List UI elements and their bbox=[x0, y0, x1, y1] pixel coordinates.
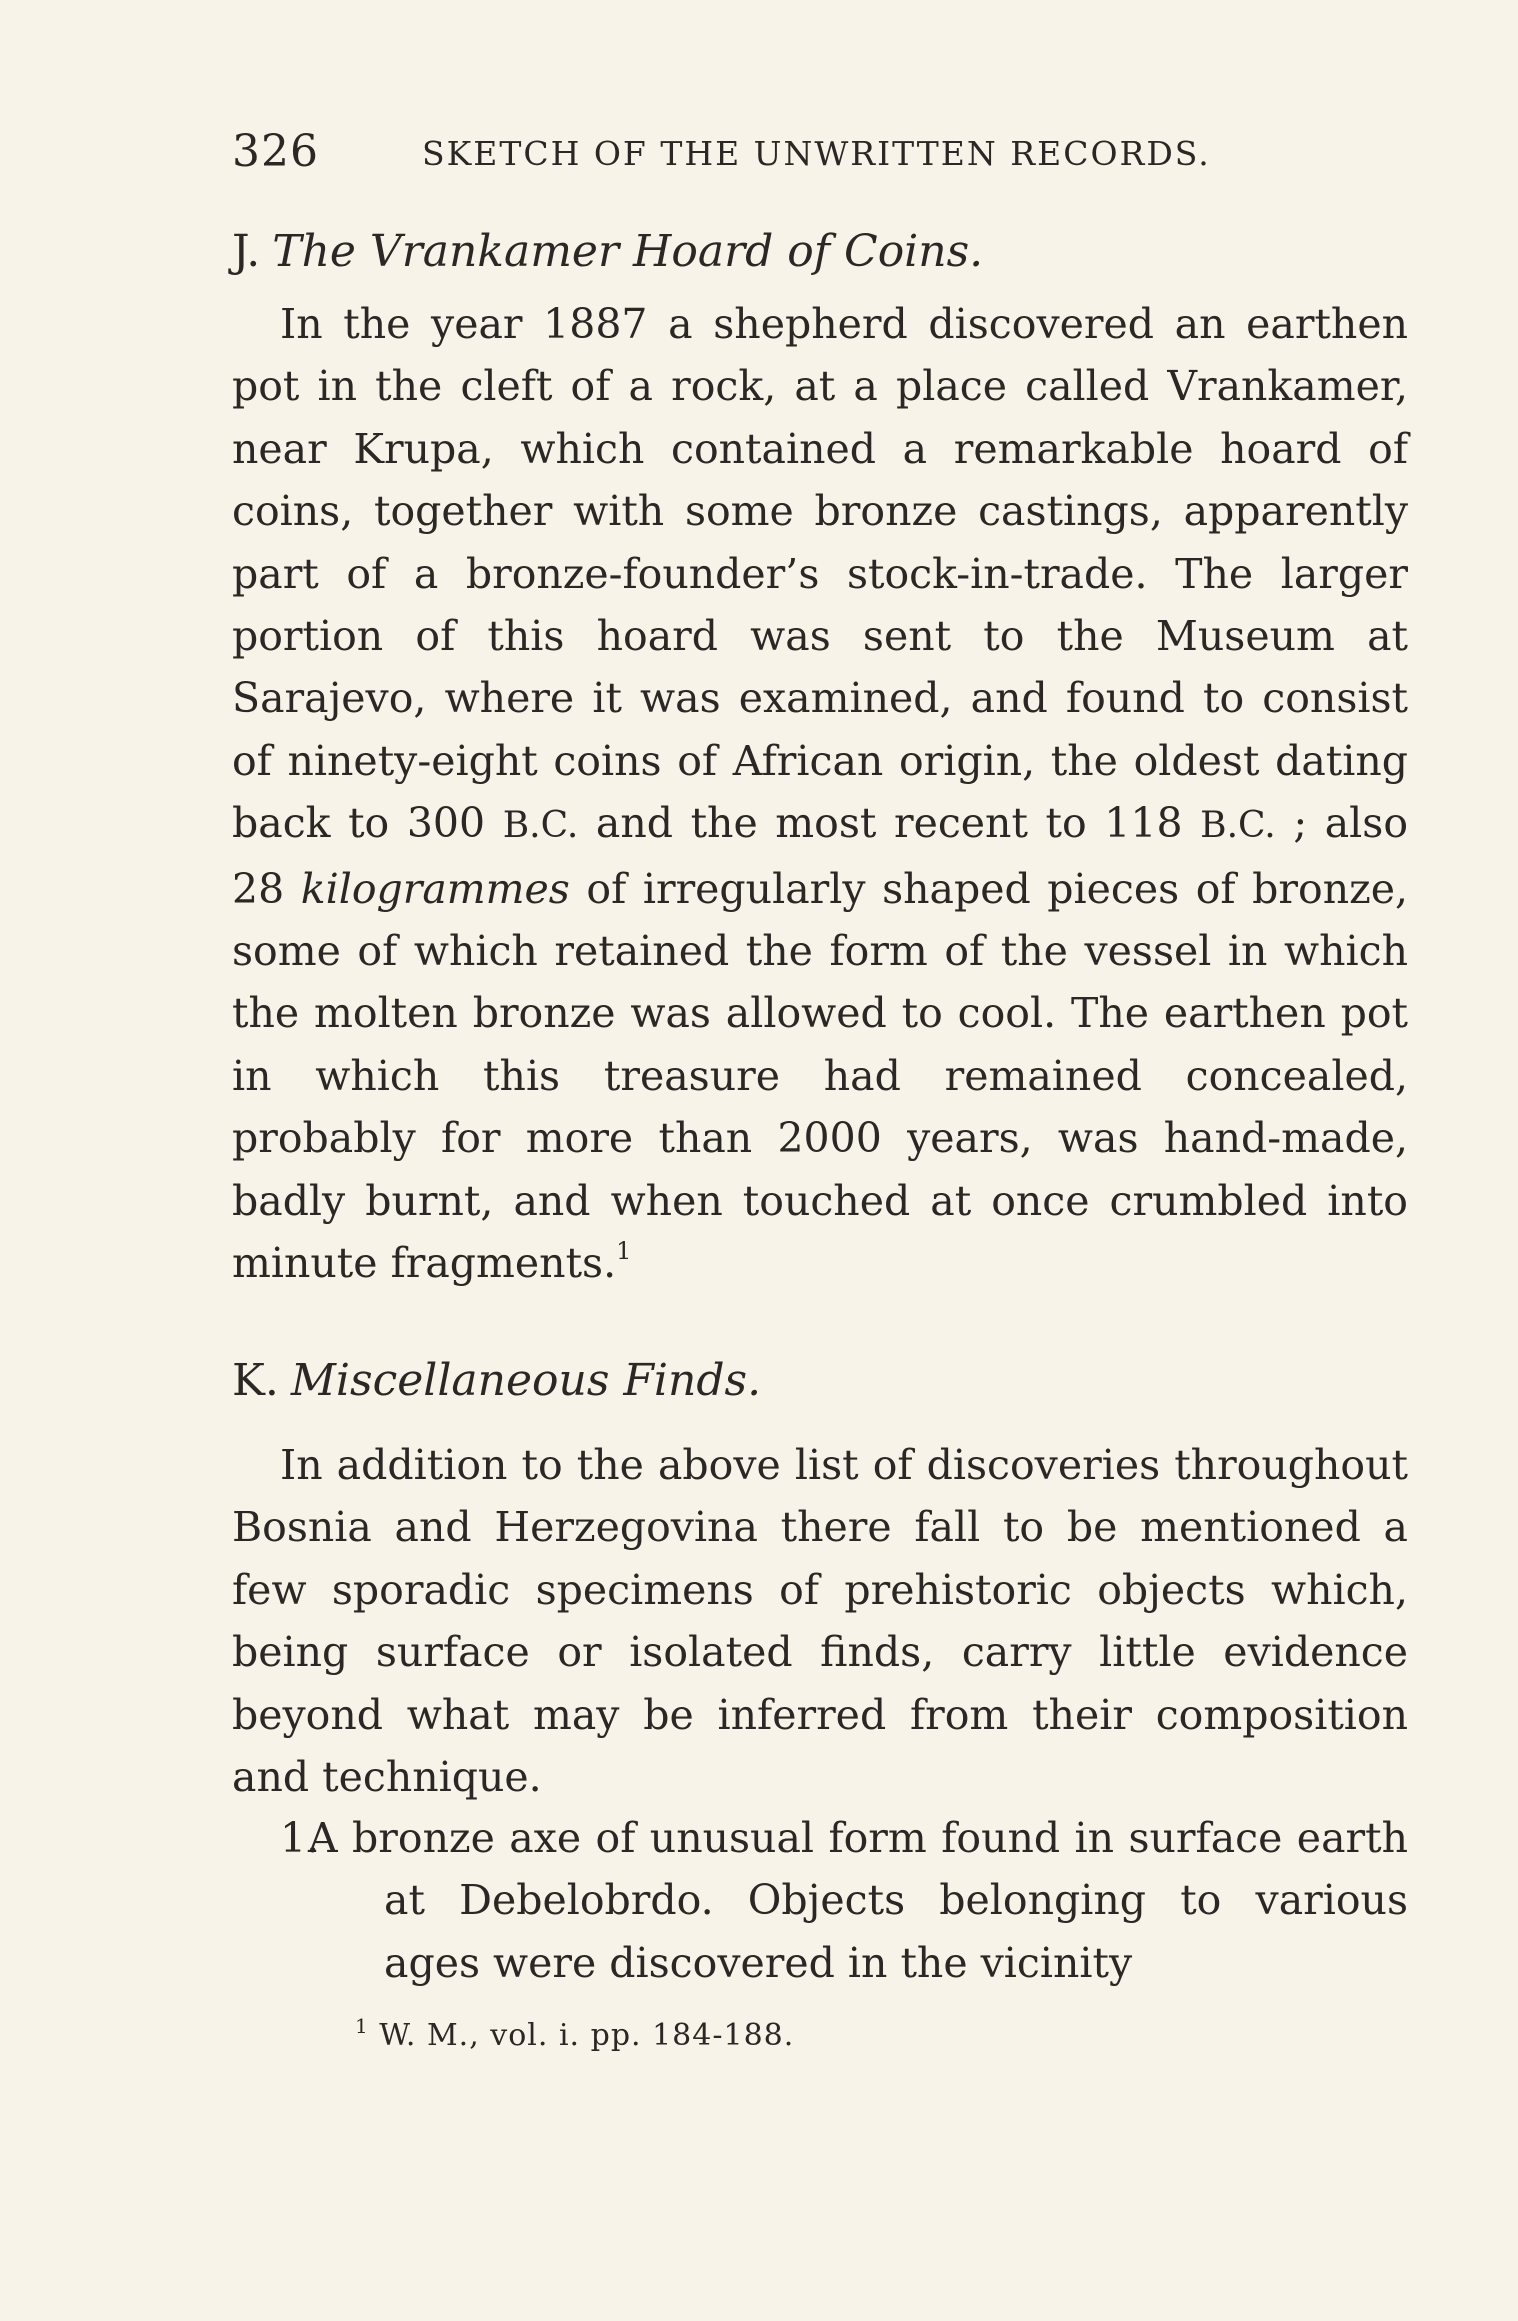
section-heading-k bbox=[232, 1355, 761, 1406]
footnote-reference: 1 bbox=[616, 1237, 632, 1266]
era-abbreviation: B.C. bbox=[1200, 805, 1276, 847]
text-run: ; also 28 bbox=[232, 799, 1409, 913]
footnote bbox=[355, 2014, 795, 2053]
text-run: of irregularly shaped pieces of bronze, some of which retained the form of the vessel in which the molten bronze was allowed to cool. The earthen pot in which this treasure had remained concealed, probably for more than 2000 years, was hand-made, badly burnt, and when touched at once crumbled into minute fragments. bbox=[232, 864, 1408, 1288]
paragraph-vrankamer-hoard bbox=[232, 293, 1408, 1295]
section-letter: J. bbox=[232, 226, 261, 277]
section-heading-j bbox=[232, 226, 983, 277]
page-number: 326 bbox=[232, 126, 319, 177]
list-item bbox=[280, 1807, 1408, 1994]
section-letter: K. bbox=[232, 1355, 279, 1406]
section-title: The Vrankamer Hoard of Coins. bbox=[272, 226, 984, 277]
running-title: SKETCH OF THE UNWRITTEN RECORDS. bbox=[422, 134, 1211, 173]
text-run: In the year 1887 a shepherd discovered an earthen pot in the cleft of a rock, at a place called Vrankamer, near Krupa, which contained a remarkable hoard of coins, together with some bronze castings, apparently part of a bronze-founder’s stock-in-trade. The larger portion of this hoard was sent to the Museum at Sarajevo, where it was examined, and found to consist of ninety-eight coins of African origin, the oldest dating back to 300 bbox=[232, 300, 1408, 848]
paragraph-miscellaneous-finds: In addition to the above list of discoveries throughout Bosnia and Herzegovina there fall to be mentioned a few sporadic specimens of prehistoric objects which, being surface or isolated finds, carry little evidence beyond what may be inferred from their composition and technique. bbox=[232, 1441, 1408, 1802]
era-abbreviation: B.C. bbox=[502, 805, 579, 847]
running-head bbox=[232, 126, 1408, 176]
list-item-number: 1. bbox=[280, 1814, 320, 1862]
footnote-text: W. M., vol. i. pp. 184-188. bbox=[379, 2018, 795, 2053]
footnote-marker: 1 bbox=[355, 2014, 369, 2038]
section-title: Miscellaneous Finds. bbox=[290, 1355, 762, 1406]
italic-term: kilogrammes bbox=[300, 864, 570, 913]
text-run: and the most recent to 118 bbox=[578, 799, 1201, 848]
list-item-text bbox=[308, 1807, 1408, 1994]
list-item-body: A bronze axe of unusual form found in surface earth at Debelobrdo. Objects belonging to various ages were discovered in the vicinity bbox=[308, 1814, 1408, 1987]
